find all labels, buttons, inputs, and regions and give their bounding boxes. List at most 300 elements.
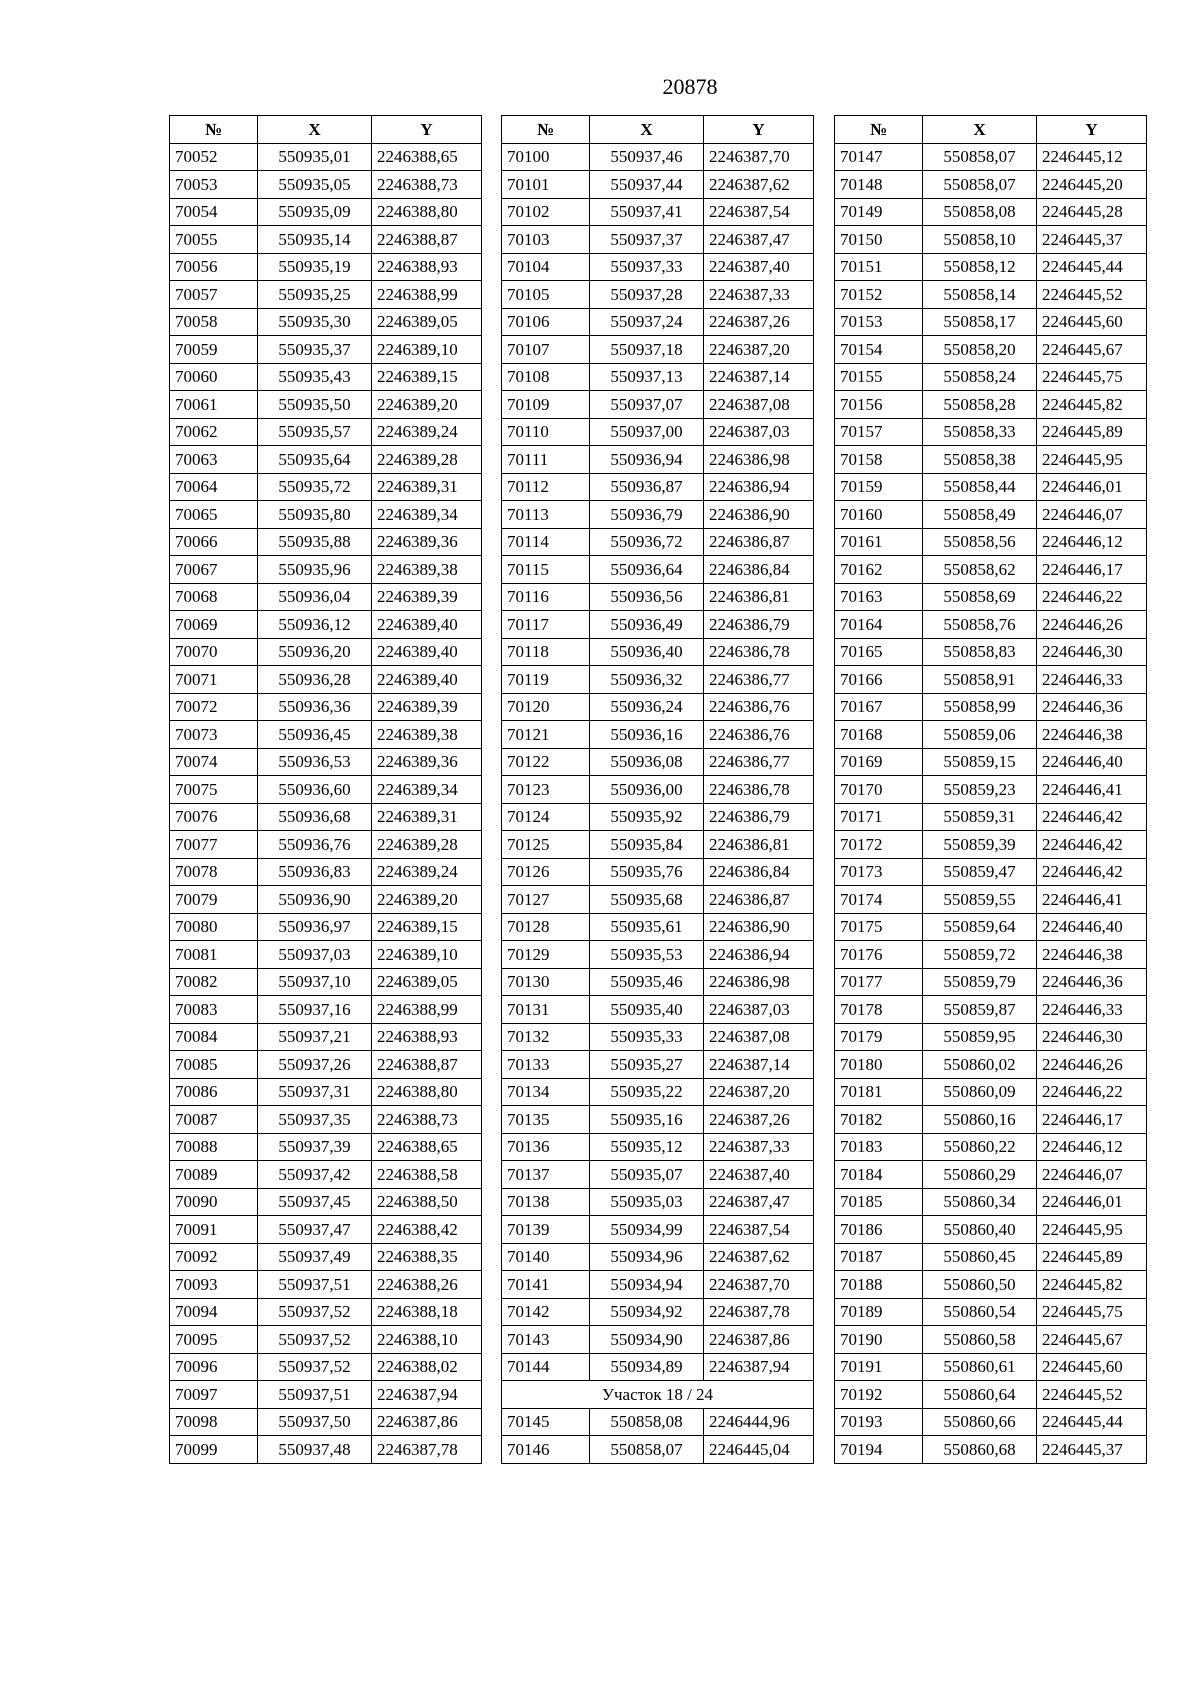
x-coordinate: 550935,64: [258, 446, 372, 474]
x-coordinate: 550937,37: [590, 226, 704, 254]
table-row: [170, 1298, 482, 1326]
table-row: [502, 721, 814, 749]
header-row: [502, 116, 814, 144]
point-number: 70088: [170, 1133, 258, 1161]
point-number: 70193: [835, 1408, 923, 1436]
y-coordinate: 2246386,79: [704, 803, 814, 831]
x-coordinate: 550935,88: [258, 528, 372, 556]
section-label: Участок 18 / 24: [502, 1381, 814, 1409]
table-row: [502, 418, 814, 446]
table-row: [835, 1078, 1147, 1106]
x-coordinate: 550860,34: [923, 1188, 1037, 1216]
table-row: [835, 583, 1147, 611]
x-coordinate: 550937,39: [258, 1133, 372, 1161]
point-number: 70182: [835, 1106, 923, 1134]
table-row: [170, 886, 482, 914]
table-row: [170, 1326, 482, 1354]
point-number: 70122: [502, 748, 590, 776]
point-number: 70131: [502, 996, 590, 1024]
point-number: 70149: [835, 198, 923, 226]
point-number: 70147: [835, 143, 923, 171]
y-coordinate: 2246445,12: [1037, 143, 1147, 171]
y-coordinate: 2246445,89: [1037, 1243, 1147, 1271]
x-coordinate: 550860,22: [923, 1133, 1037, 1161]
point-number: 70105: [502, 281, 590, 309]
table-row: [835, 1408, 1147, 1436]
table-row: [502, 1326, 814, 1354]
x-coordinate: 550935,05: [258, 171, 372, 199]
y-coordinate: 2246446,42: [1037, 858, 1147, 886]
x-coordinate: 550934,89: [590, 1353, 704, 1381]
point-number: 70184: [835, 1161, 923, 1189]
point-number: 70110: [502, 418, 590, 446]
x-coordinate: 550934,99: [590, 1216, 704, 1244]
y-coordinate: 2246445,44: [1037, 1408, 1147, 1436]
y-coordinate: 2246388,93: [372, 253, 482, 281]
table-row: [502, 1271, 814, 1299]
table-row: [502, 1353, 814, 1381]
y-coordinate: 2246445,20: [1037, 171, 1147, 199]
table-row: [170, 1188, 482, 1216]
x-coordinate: 550937,51: [258, 1271, 372, 1299]
y-coordinate: 2246389,40: [372, 638, 482, 666]
table-row: [835, 941, 1147, 969]
y-coordinate: 2246444,96: [704, 1408, 814, 1436]
point-number: 70111: [502, 446, 590, 474]
point-number: 70077: [170, 831, 258, 859]
y-coordinate: 2246389,28: [372, 831, 482, 859]
y-coordinate: 2246445,52: [1037, 281, 1147, 309]
point-number: 70071: [170, 666, 258, 694]
y-coordinate: 2246387,94: [372, 1381, 482, 1409]
point-number: 70073: [170, 721, 258, 749]
x-coordinate: 550858,99: [923, 693, 1037, 721]
table-row: [502, 473, 814, 501]
point-number: 70191: [835, 1353, 923, 1381]
y-coordinate: 2246445,82: [1037, 1271, 1147, 1299]
y-coordinate: 2246445,95: [1037, 446, 1147, 474]
y-coordinate: 2246388,18: [372, 1298, 482, 1326]
point-number: 70141: [502, 1271, 590, 1299]
point-number: 70171: [835, 803, 923, 831]
table-row: [502, 171, 814, 199]
point-number: 70172: [835, 831, 923, 859]
point-number: 70177: [835, 968, 923, 996]
point-number: 70052: [170, 143, 258, 171]
table-row: [502, 831, 814, 859]
y-coordinate: 2246446,40: [1037, 748, 1147, 776]
point-number: 70157: [835, 418, 923, 446]
point-number: 70106: [502, 308, 590, 336]
table-row: [502, 281, 814, 309]
table-row: [502, 996, 814, 1024]
x-coordinate: 550858,62: [923, 556, 1037, 584]
table-row: [502, 583, 814, 611]
y-coordinate: 2246388,99: [372, 281, 482, 309]
header-y: Y: [372, 116, 482, 144]
table-row: [835, 198, 1147, 226]
point-number: 70194: [835, 1436, 923, 1464]
x-coordinate: 550935,37: [258, 336, 372, 364]
y-coordinate: 2246446,33: [1037, 996, 1147, 1024]
y-coordinate: 2246387,08: [704, 1023, 814, 1051]
coordinate-table-3: [834, 115, 1147, 1464]
table-row: [170, 253, 482, 281]
x-coordinate: 550937,35: [258, 1106, 372, 1134]
y-coordinate: 2246388,93: [372, 1023, 482, 1051]
x-coordinate: 550859,64: [923, 913, 1037, 941]
y-coordinate: 2246387,14: [704, 363, 814, 391]
x-coordinate: 550858,76: [923, 611, 1037, 639]
point-number: 70138: [502, 1188, 590, 1216]
x-coordinate: 550858,07: [923, 171, 1037, 199]
y-coordinate: 2246446,38: [1037, 941, 1147, 969]
y-coordinate: 2246388,65: [372, 143, 482, 171]
table-row: [835, 253, 1147, 281]
x-coordinate: 550936,94: [590, 446, 704, 474]
y-coordinate: 2246386,98: [704, 446, 814, 474]
x-coordinate: 550937,07: [590, 391, 704, 419]
table-row: [502, 1051, 814, 1079]
table-row: [170, 171, 482, 199]
table-row: [170, 666, 482, 694]
x-coordinate: 550937,13: [590, 363, 704, 391]
x-coordinate: 550858,20: [923, 336, 1037, 364]
table-row: [502, 1408, 814, 1436]
table-row: [835, 611, 1147, 639]
point-number: 70070: [170, 638, 258, 666]
x-coordinate: 550936,90: [258, 886, 372, 914]
x-coordinate: 550858,33: [923, 418, 1037, 446]
table-row: [170, 1408, 482, 1436]
table-row: [835, 391, 1147, 419]
x-coordinate: 550858,12: [923, 253, 1037, 281]
x-coordinate: 550935,53: [590, 941, 704, 969]
y-coordinate: 2246389,15: [372, 363, 482, 391]
x-coordinate: 550860,29: [923, 1161, 1037, 1189]
y-coordinate: 2246389,20: [372, 391, 482, 419]
point-number: 70186: [835, 1216, 923, 1244]
y-coordinate: 2246389,34: [372, 776, 482, 804]
table-row: [835, 1023, 1147, 1051]
point-number: 70108: [502, 363, 590, 391]
y-coordinate: 2246389,39: [372, 693, 482, 721]
y-coordinate: 2246388,26: [372, 1271, 482, 1299]
y-coordinate: 2246387,54: [704, 198, 814, 226]
table-row: [502, 886, 814, 914]
x-coordinate: 550858,14: [923, 281, 1037, 309]
table-row: [170, 198, 482, 226]
y-coordinate: 2246389,36: [372, 528, 482, 556]
point-number: 70082: [170, 968, 258, 996]
point-number: 70139: [502, 1216, 590, 1244]
y-coordinate: 2246386,94: [704, 941, 814, 969]
x-coordinate: 550859,47: [923, 858, 1037, 886]
y-coordinate: 2246387,03: [704, 996, 814, 1024]
y-coordinate: 2246386,81: [704, 583, 814, 611]
point-number: 70068: [170, 583, 258, 611]
x-coordinate: 550858,38: [923, 446, 1037, 474]
point-number: 70123: [502, 776, 590, 804]
table-row: [835, 996, 1147, 1024]
point-number: 70192: [835, 1381, 923, 1409]
point-number: 70119: [502, 666, 590, 694]
y-coordinate: 2246389,20: [372, 886, 482, 914]
table-row: [502, 1188, 814, 1216]
y-coordinate: 2246387,26: [704, 308, 814, 336]
y-coordinate: 2246446,22: [1037, 583, 1147, 611]
x-coordinate: 550858,49: [923, 501, 1037, 529]
y-coordinate: 2246446,26: [1037, 1051, 1147, 1079]
table-row: [835, 528, 1147, 556]
point-number: 70143: [502, 1326, 590, 1354]
table-row: [502, 1133, 814, 1161]
x-coordinate: 550859,39: [923, 831, 1037, 859]
y-coordinate: 2246386,98: [704, 968, 814, 996]
table-row: [835, 473, 1147, 501]
y-coordinate: 2246389,38: [372, 721, 482, 749]
x-coordinate: 550860,66: [923, 1408, 1037, 1436]
x-coordinate: 550858,08: [923, 198, 1037, 226]
point-number: 70137: [502, 1161, 590, 1189]
point-number: 70089: [170, 1161, 258, 1189]
x-coordinate: 550858,07: [923, 143, 1037, 171]
table-row: [835, 886, 1147, 914]
x-coordinate: 550858,08: [590, 1408, 704, 1436]
x-coordinate: 550935,61: [590, 913, 704, 941]
y-coordinate: 2246389,15: [372, 913, 482, 941]
point-number: 70178: [835, 996, 923, 1024]
x-coordinate: 550935,14: [258, 226, 372, 254]
y-coordinate: 2246389,24: [372, 418, 482, 446]
y-coordinate: 2246389,40: [372, 611, 482, 639]
table-row: [835, 1051, 1147, 1079]
x-coordinate: 550936,68: [258, 803, 372, 831]
y-coordinate: 2246386,76: [704, 693, 814, 721]
table-row: [835, 666, 1147, 694]
y-coordinate: 2246388,10: [372, 1326, 482, 1354]
table-row: [835, 281, 1147, 309]
table-row: [170, 473, 482, 501]
x-coordinate: 550936,72: [590, 528, 704, 556]
point-number: 70161: [835, 528, 923, 556]
table-row: [835, 831, 1147, 859]
table-row: [502, 611, 814, 639]
y-coordinate: 2246389,05: [372, 968, 482, 996]
header-number: №: [502, 116, 590, 144]
x-coordinate: 550858,69: [923, 583, 1037, 611]
point-number: 70086: [170, 1078, 258, 1106]
point-number: 70072: [170, 693, 258, 721]
x-coordinate: 550859,79: [923, 968, 1037, 996]
header-row: [170, 116, 482, 144]
point-number: 70117: [502, 611, 590, 639]
point-number: 70148: [835, 171, 923, 199]
page-number: 20878: [662, 74, 718, 99]
y-coordinate: 2246446,22: [1037, 1078, 1147, 1106]
table-row: [835, 1353, 1147, 1381]
table-row: [502, 308, 814, 336]
point-number: 70057: [170, 281, 258, 309]
point-number: 70136: [502, 1133, 590, 1161]
y-coordinate: 2246387,62: [704, 171, 814, 199]
x-coordinate: 550860,58: [923, 1326, 1037, 1354]
table-row: [170, 611, 482, 639]
point-number: 70115: [502, 556, 590, 584]
point-number: 70109: [502, 391, 590, 419]
table-row: [835, 968, 1147, 996]
y-coordinate: 2246389,31: [372, 473, 482, 501]
table-row: [170, 996, 482, 1024]
point-number: 70121: [502, 721, 590, 749]
table-row: [835, 1381, 1147, 1409]
y-coordinate: 2246387,78: [372, 1436, 482, 1464]
x-coordinate: 550860,16: [923, 1106, 1037, 1134]
y-coordinate: 2246445,60: [1037, 308, 1147, 336]
y-coordinate: 2246387,94: [704, 1353, 814, 1381]
y-coordinate: 2246387,20: [704, 1078, 814, 1106]
x-coordinate: 550936,83: [258, 858, 372, 886]
x-coordinate: 550935,09: [258, 198, 372, 226]
x-coordinate: 550859,06: [923, 721, 1037, 749]
point-number: 70084: [170, 1023, 258, 1051]
table-row: [502, 143, 814, 171]
table-row: [170, 1023, 482, 1051]
y-coordinate: 2246446,42: [1037, 803, 1147, 831]
x-coordinate: 550935,92: [590, 803, 704, 831]
table-row: [502, 556, 814, 584]
y-coordinate: 2246386,76: [704, 721, 814, 749]
point-number: 70090: [170, 1188, 258, 1216]
point-number: 70103: [502, 226, 590, 254]
y-coordinate: 2246387,47: [704, 226, 814, 254]
table-row: [835, 1133, 1147, 1161]
x-coordinate: 550935,27: [590, 1051, 704, 1079]
x-coordinate: 550858,07: [590, 1436, 704, 1464]
table-row: [170, 528, 482, 556]
x-coordinate: 550935,72: [258, 473, 372, 501]
point-number: 70058: [170, 308, 258, 336]
point-number: 70190: [835, 1326, 923, 1354]
table-row: [170, 1106, 482, 1134]
x-coordinate: 550858,83: [923, 638, 1037, 666]
point-number: 70150: [835, 226, 923, 254]
y-coordinate: 2246389,10: [372, 336, 482, 364]
x-coordinate: 550937,31: [258, 1078, 372, 1106]
x-coordinate: 550935,84: [590, 831, 704, 859]
point-number: 70100: [502, 143, 590, 171]
x-coordinate: 550935,50: [258, 391, 372, 419]
table-row: [170, 1078, 482, 1106]
point-number: 70056: [170, 253, 258, 281]
y-coordinate: 2246388,87: [372, 226, 482, 254]
x-coordinate: 550858,44: [923, 473, 1037, 501]
point-number: 70059: [170, 336, 258, 364]
y-coordinate: 2246387,40: [704, 1161, 814, 1189]
table-row: [502, 1078, 814, 1106]
y-coordinate: 2246388,73: [372, 1106, 482, 1134]
y-coordinate: 2246445,60: [1037, 1353, 1147, 1381]
point-number: 70060: [170, 363, 258, 391]
x-coordinate: 550936,28: [258, 666, 372, 694]
header-x: X: [923, 116, 1037, 144]
y-coordinate: 2246446,17: [1037, 556, 1147, 584]
x-coordinate: 550936,64: [590, 556, 704, 584]
table-row: [170, 941, 482, 969]
point-number: 70080: [170, 913, 258, 941]
point-number: 70101: [502, 171, 590, 199]
table-row: [170, 501, 482, 529]
point-number: 70125: [502, 831, 590, 859]
y-coordinate: 2246388,73: [372, 171, 482, 199]
x-coordinate: 550859,55: [923, 886, 1037, 914]
point-number: 70075: [170, 776, 258, 804]
point-number: 70129: [502, 941, 590, 969]
table-row: [502, 1298, 814, 1326]
y-coordinate: 2246445,67: [1037, 1326, 1147, 1354]
table-row: [502, 1436, 814, 1464]
table-row: [170, 1243, 482, 1271]
x-coordinate: 550860,68: [923, 1436, 1037, 1464]
y-coordinate: 2246446,30: [1037, 1023, 1147, 1051]
point-number: 70065: [170, 501, 258, 529]
table-row: [835, 748, 1147, 776]
y-coordinate: 2246386,90: [704, 913, 814, 941]
table-row: [170, 1353, 482, 1381]
x-coordinate: 550936,56: [590, 583, 704, 611]
table-row: [502, 1106, 814, 1134]
y-coordinate: 2246387,08: [704, 391, 814, 419]
point-number: 70134: [502, 1078, 590, 1106]
x-coordinate: 550935,22: [590, 1078, 704, 1106]
point-number: 70120: [502, 693, 590, 721]
table-row: [502, 913, 814, 941]
point-number: 70169: [835, 748, 923, 776]
x-coordinate: 550936,16: [590, 721, 704, 749]
table-row: [835, 171, 1147, 199]
point-number: 70130: [502, 968, 590, 996]
point-number: 70144: [502, 1353, 590, 1381]
table-row: [502, 336, 814, 364]
y-coordinate: 2246387,33: [704, 281, 814, 309]
x-coordinate: 550936,97: [258, 913, 372, 941]
point-number: 70118: [502, 638, 590, 666]
point-number: 70142: [502, 1298, 590, 1326]
x-coordinate: 550935,96: [258, 556, 372, 584]
x-coordinate: 550860,40: [923, 1216, 1037, 1244]
y-coordinate: 2246388,50: [372, 1188, 482, 1216]
table-row: [502, 941, 814, 969]
y-coordinate: 2246386,77: [704, 666, 814, 694]
point-number: 70135: [502, 1106, 590, 1134]
header-number: №: [835, 116, 923, 144]
x-coordinate: 550859,72: [923, 941, 1037, 969]
table-row: [170, 1216, 482, 1244]
x-coordinate: 550858,91: [923, 666, 1037, 694]
x-coordinate: 550859,87: [923, 996, 1037, 1024]
y-coordinate: 2246388,58: [372, 1161, 482, 1189]
table-row: [502, 528, 814, 556]
x-coordinate: 550936,36: [258, 693, 372, 721]
x-coordinate: 550935,76: [590, 858, 704, 886]
y-coordinate: 2246386,78: [704, 638, 814, 666]
y-coordinate: 2246446,01: [1037, 473, 1147, 501]
table-row: [170, 281, 482, 309]
table-row: [835, 721, 1147, 749]
point-number: 70063: [170, 446, 258, 474]
table-row: [502, 638, 814, 666]
point-number: 70095: [170, 1326, 258, 1354]
